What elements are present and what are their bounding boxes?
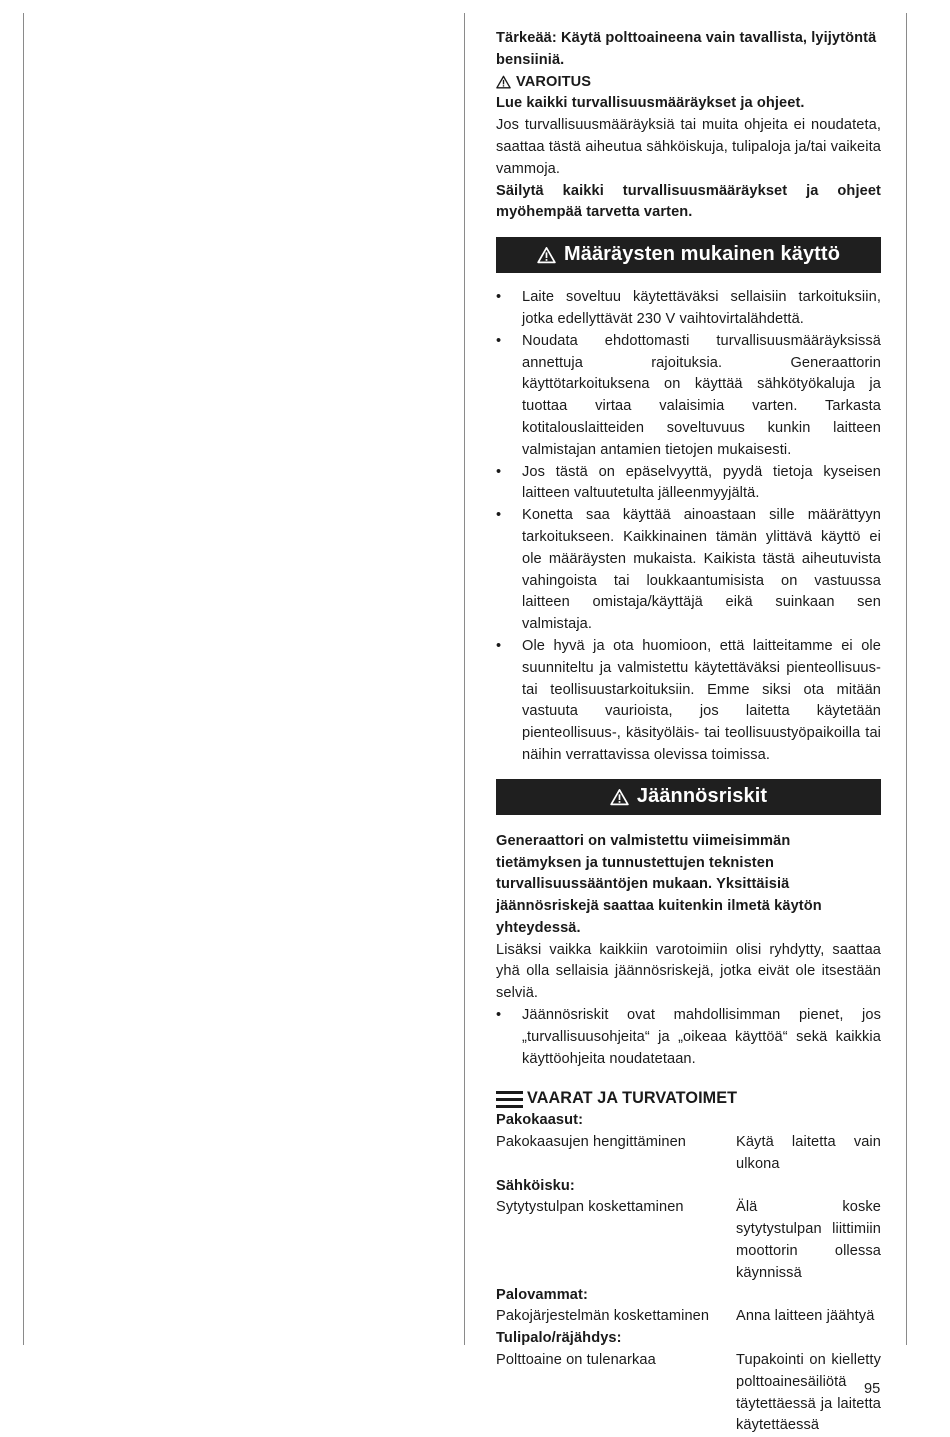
page-number: 95 [864,1381,881,1397]
list-item [496,462,881,506]
hazard-group-heading: Pakokaasut: [496,1112,584,1129]
residual-risks-banner [496,779,881,815]
list-item-text: Jos tästä on epäselvyyttä, pyydä tietoja kyseisen laitteen valtuutetulta jälleenmyyjältä. [522,463,881,502]
residual-risks-text: Lisäksi vaikka kaikkiin varotoimiin olisi ryhdytty, saattaa yhä olla sellaisia jäännösriskejä, jotka eivät ole itsestään selviä. [496,941,881,1002]
hazard-group-heading: Tulipalo/räjähdys: [496,1330,622,1347]
list-item [496,505,881,636]
list-item-text: Noudata ehdottomasti turvallisuusmääräyksissä annettuja rajoituksia. Generaattorin käyttötarkoituksena on käyttää sähkötyökaluja ja tuottaa virtaa valaisimia varten. Tarkasta kotitalouslaitteiden soveltuvuus kunkin laitteen valmistajan antamien tietojen mukaisesti. [522,332,881,458]
intended-use-title: Määräysten mukainen käyttö [563,243,841,266]
hazard-text: Sytytystulpan koskettaminen [496,1199,684,1216]
bullet: • [496,1007,502,1024]
residual-risks-title: Jäännösriskit [636,784,768,807]
warning-heading [496,72,881,94]
residual-risks-list [496,1005,881,1070]
list-item-text: Konetta saa käyttää ainoastaan sille määrättyyn tarkoitukseen. Kaikkinainen tämän ylittävä käyttö ei ole määräysten mukaista. Kaikista tästä aiheutuvista vahingoista tai loukkaantumisista on vastuussa laitteen omistaja/käyttäjä eikä suinkaan sen valmistaja. [522,507,881,633]
hazard-group [496,1176,881,1285]
measure-text: Käytä laitetta vain ulkona [736,1134,881,1172]
intended-use-banner [496,237,881,273]
list-item [496,1005,881,1070]
warning-label: VAROITUS [516,73,592,90]
hazard-text: Pakokaasujen hengittäminen [496,1134,687,1151]
right-margin-rule [906,13,907,1345]
list-item [496,287,881,331]
list-item-text: Laite soveltuu käytettäväksi sellaisiin tarkoituksiin, jotka edellyttävät 230 V vaihtovirtalähdettä. [522,289,881,327]
bullet: • [496,463,502,480]
list-item-text: Ole hyvä ja ota huomioon, että laitteitamme ei ole suunniteltu ja valmistettu käytettäväksi pienteollisuus- tai teollisuustarkoituksiin. Emme siksi ota mitään vastuuta vaurioista, jos laitetta käytetään pienteollisuus-, käsityöläis- tai teollisuustyöpaikoilla tai näihin verrattavissa olevissa toimissa. [522,637,881,763]
list-item-text: Jäännösriskit ovat mahdollisimman pienet, jos „turvallisuusohjeita“ ja „oikeaa käyttöä“ sekä kaikkia käyttöohjeita noudatetaan. [522,1007,881,1067]
hazards-heading [496,1088,881,1110]
hazard-row [496,1350,881,1437]
column-divider-rule [464,13,465,1345]
hazard-group-heading: Sähköisku: [496,1177,575,1194]
bullet: • [496,289,502,306]
measure-text: Anna laitteen jäähtyä [736,1308,875,1325]
hazard-group-heading: Palovammat: [496,1286,588,1303]
residual-risks-bold-text: Generaattori on valmistettu viimeisimmän tietämyksen ja tunnustettujen teknisten turvallisuussääntöjen mukaan. Yksittäisiä jäännösriskejä saattaa kuitenkin ilmetä käytön yhteydessä. [496,832,822,936]
read-all-instructions: Lue kaikki turvallisuusmääräykset ja ohjeet. [496,95,805,112]
hazard-group [496,1110,881,1175]
bullet: • [496,637,502,654]
keep-instructions-text: Säilytä kaikki turvallisuusmääräykset ja ohjeet myöhempää tarvetta varten. [496,182,881,221]
bullet: • [496,332,502,349]
intended-use-list [496,287,881,767]
warning-triangle-icon [537,246,556,264]
hazard-text: Pakojärjestelmän koskettaminen [496,1308,710,1325]
list-item [496,636,881,767]
left-margin-rule [23,13,24,1345]
fuel-important-note: Tärkeää: Käytä polttoaineena vain tavallista, lyijytöntä bensiiniä. [496,30,877,68]
hazard-text: Polttoaine on tulenarkaa [496,1352,656,1369]
hazard-group [496,1285,881,1329]
list-item [496,331,881,462]
warning-triangle-icon [610,788,629,806]
hazard-row [496,1132,881,1176]
warning-triangle-icon [496,75,511,89]
bullet: • [496,507,502,524]
measure-text: Tupakointi on kielletty polttoainesäiliötä täytettäessä ja laitetta käytettäessä [736,1352,881,1434]
text-column [496,28,881,1437]
measure-text: Älä koske sytytystulpan liittimiin moottorin ollessa käynnissä [736,1199,881,1281]
hazards-title: VAARAT JA TURVATOIMET [527,1089,738,1108]
hazard-row [496,1197,881,1284]
list-lines-icon [496,1090,523,1108]
hazard-group [496,1328,881,1437]
failure-consequence-text: Jos turvallisuusmääräyksiä tai muita ohjeita ei noudateta, saattaa tästä aiheutua sähköiskuja, tulipaloja ja/tai vaikeita vammoja. [496,117,881,177]
hazard-row [496,1306,881,1328]
